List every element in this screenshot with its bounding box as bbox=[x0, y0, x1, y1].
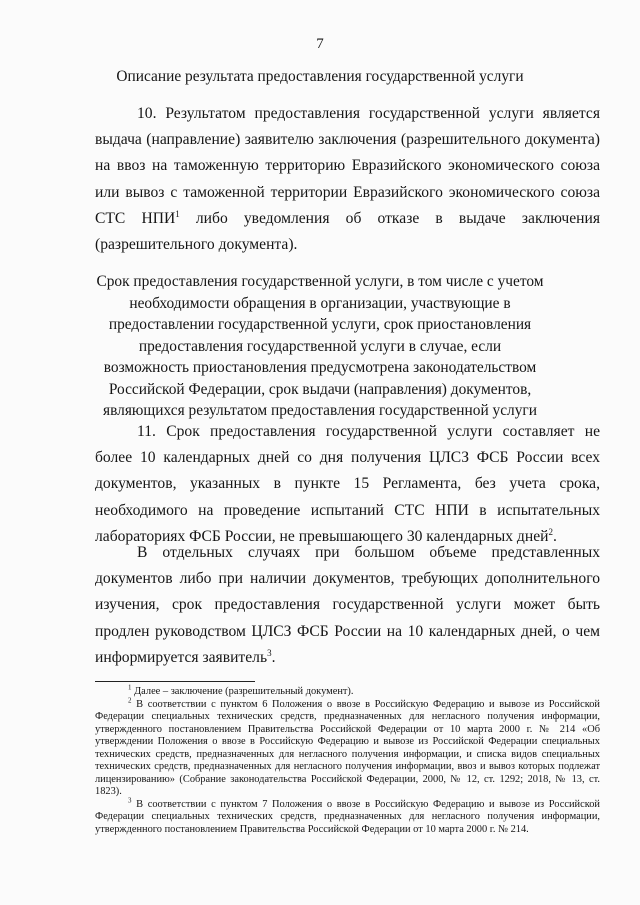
footnote-1 bbox=[95, 683, 600, 699]
footnotes bbox=[95, 683, 600, 836]
paragraph-extension bbox=[95, 540, 600, 671]
footnote-2 bbox=[95, 696, 600, 799]
paragraph-extension-tail: . bbox=[271, 648, 276, 666]
footnote-number-3: 3 bbox=[128, 796, 132, 805]
footnote-ref-3: 3 bbox=[267, 647, 272, 658]
paragraph-11-text: 11. Срок предоставления государственной услуги составляет не более 10 календарных дней со дня получения ЦЛСЗ ФСБ России всех документов, указанных в пункте 15 Регламента, без учета срока, необходимого на проведение испытаний СТС НПИ в испытательных лабораториях ФСБ России, не превышающего 30 календарных дней bbox=[95, 423, 600, 545]
footnote-text-2: В соответствии с пунктом 6 Положения о ввозе в Российскую Федерацию и вывозе из Российской Федерации специальных технических средств, предназначенных для негласного получения информации, утвержденного постановлением Правительства Российской Федерации от 10 марта 2000 г. № 214 «Об утверждении Положения о ввозе в Российскую Федерацию и вывозе из Российской Федерации специальных технических средств, предназначенных для негласного получения информации, и списка видов специальных технических средств, предназначенных для негласного получения информации, ввоз и вывоз которых подлежат лицензированию» (Собрание законодательства Российской Федерации, 2000, № 12, ст. 1292; 2018, № 13, ст. 1823). bbox=[95, 698, 600, 797]
paragraph-10-tail: либо уведомления об отказе в выдаче заключения (разрешительного документа). bbox=[95, 209, 600, 254]
footnote-3 bbox=[95, 796, 600, 837]
paragraph-10 bbox=[95, 101, 600, 258]
footnote-ref-2: 2 bbox=[548, 526, 553, 537]
page-number: 7 bbox=[316, 36, 324, 52]
section-heading-term: Срок предоставления государственной услуги, в том числе с учетом необходимости обращения в организации, участвующие в предоставлении государственной услуги, срок приостановления предоставления государственной услуги в случае, если возможность приостановления предусмотрена законодательством Российской Федерации, срок выдачи (направления) документов, являющихся результатом предоставления государственной услуги bbox=[96, 273, 544, 419]
paragraph-10-text: 10. Результатом предоставления государственной услуги является выдача (направление) заявителю заключения (разрешительного документа) на ввоз на таможенную территорию Евразийского экономического союза или вывоз с таможенной территории Евразийского экономического союза СТС НПИ bbox=[95, 105, 600, 227]
footnote-text-1: Далее – заключение (разрешительный документ). bbox=[131, 686, 354, 697]
footnote-divider bbox=[95, 681, 255, 682]
paragraph-11 bbox=[95, 419, 600, 550]
paragraph-11-tail: . bbox=[552, 527, 557, 545]
footnote-number-2: 2 bbox=[128, 696, 132, 705]
footnote-text-3: В соответствии с пунктом 7 Положения о ввозе в Российскую Федерацию и вывозе из Российской Федерации специальных технических средств, предназначенных для негласного получения информации, утвержденного постановлением Правительства Российской Федерации от 10 марта 2000 г. № 214. bbox=[95, 798, 600, 835]
section-heading-result: Описание результата предоставления государственной услуги bbox=[116, 68, 524, 85]
footnote-number-1: 1 bbox=[128, 683, 132, 692]
footnote-ref-1: 1 bbox=[175, 208, 180, 219]
paragraph-extension-text: В отдельных случаях при большом объеме представленных документов либо при наличии документов, требующих дополнительного изучения, срок предоставления государственной услуги может быть продлен руководством ЦЛСЗ ФСБ России на 10 календарных дней, о чем информируется заявитель bbox=[95, 544, 600, 666]
